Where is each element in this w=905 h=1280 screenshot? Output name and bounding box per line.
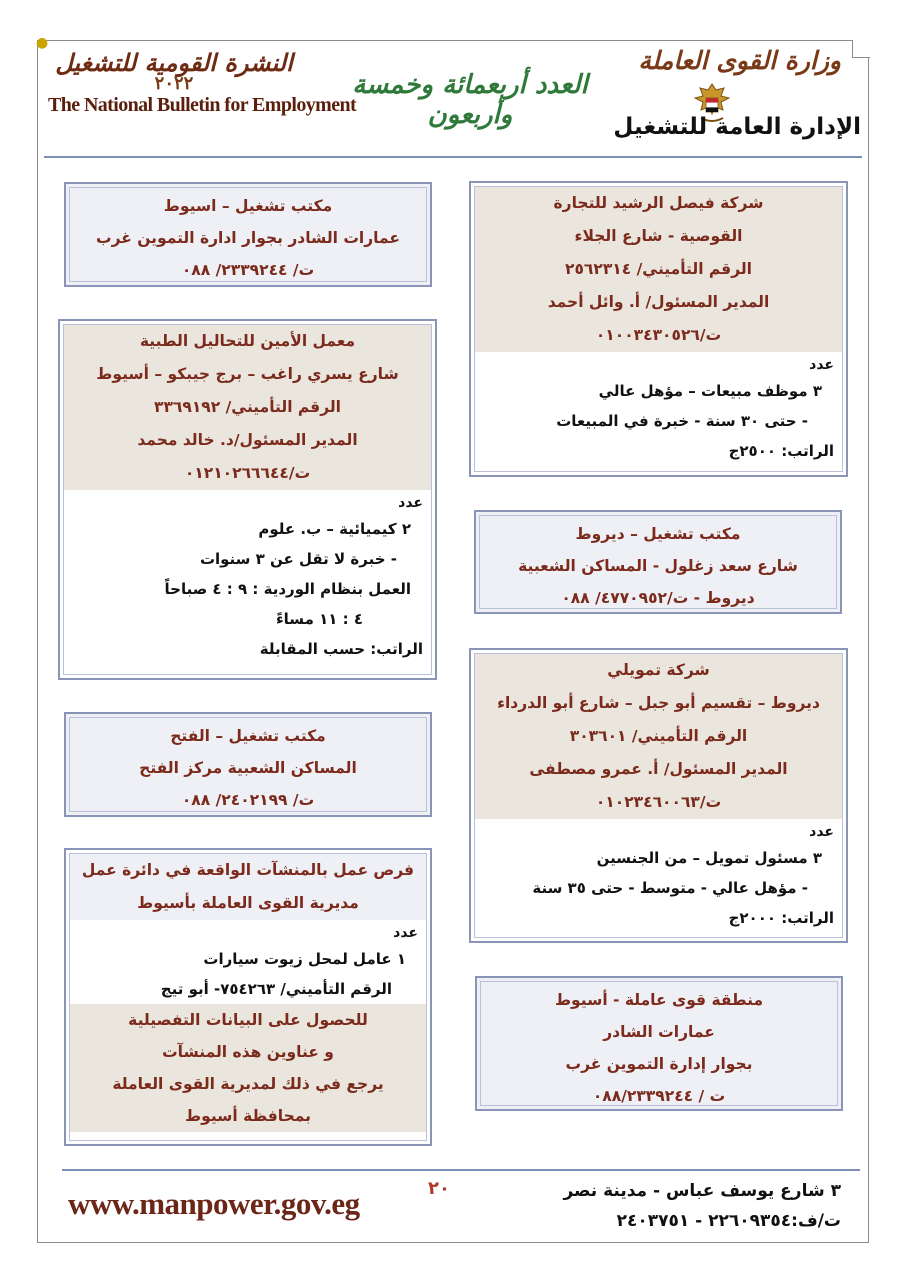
street-address: ٣ شارع يوسف عباس - مدينة نصر <box>563 1181 841 1201</box>
note-line4: بمحافظة أسيوط <box>185 1107 311 1125</box>
listing-tamweely <box>469 648 848 943</box>
company-phone: ت/٠١٢١٠٢٦٦٦٤٤ <box>184 464 311 482</box>
office-phone: ديروط - ت/٤٧٧٠٩٥٢/ ٠٨٨ <box>561 589 755 607</box>
office-address: شارع سعد زغلول - المساكن الشعبية <box>518 557 798 575</box>
office-name: مكتب تشغيل – ديروط <box>575 525 741 543</box>
header-divider <box>44 156 862 158</box>
bulletin-year: ٢٠٢٢ <box>154 73 194 94</box>
website-link[interactable]: www.manpower.gov.eg <box>68 1186 360 1221</box>
listing-dairut-office <box>474 510 842 614</box>
note-line3: يرجع في ذلك لمديرية القوى العاملة <box>112 1075 384 1093</box>
salary: الراتب: حسب المقابلة <box>259 640 423 658</box>
note-line1: للحصول على البيانات التفصيلية <box>128 1011 368 1029</box>
job-details <box>475 352 842 466</box>
count-label: عدد <box>809 824 834 840</box>
count-label: عدد <box>398 495 423 511</box>
salary: الراتب: ٢٥٠٠ج <box>728 442 834 460</box>
manager-name: المدير المسئول/ أ. وائل أحمد <box>547 293 770 311</box>
listing-assiut-office <box>64 182 432 287</box>
footer-divider <box>62 1169 860 1171</box>
insurance-number: الرقم التأميني/ ٧٥٤٢٦٣- أبو تيج <box>160 980 392 998</box>
contact-phones: ت/ف:٢٢٦٠٩٣٥٤ - ٢٤٠٣٧٥١ <box>616 1211 841 1231</box>
insurance-number: الرقم التأميني/ ٢٥٦٢٣١٤ <box>565 260 752 278</box>
insurance-number: الرقم التأميني/ ٣٠٣٦٠١ <box>569 727 748 745</box>
job-title: ٢ كيميائية – ب. علوم <box>258 520 411 538</box>
manager-name: المدير المسئول/د. خالد محمد <box>137 431 358 449</box>
shift-evening: ٤ : ١١ مساءً <box>276 610 363 628</box>
opportunities-title-line2: مديرية القوى العاملة بأسيوط <box>137 894 359 912</box>
listing-opportunities <box>64 848 432 1146</box>
company-address: شارع يسري راغب – برج جيبكو – أسيوط <box>96 365 399 383</box>
contact-note <box>70 1004 426 1132</box>
office-name: مكتب تشغيل – اسيوط <box>163 197 333 215</box>
listing-alameen-lab <box>58 319 437 680</box>
issue-title: العدد أربعمائة وخمسة وأربعون <box>352 70 588 130</box>
company-name: معمل الأمين للتحاليل الطبية <box>139 332 356 350</box>
ministry-header <box>611 46 861 152</box>
opportunities-header <box>70 854 426 920</box>
job-title: ٣ موظف مبيعات – مؤهل عالي <box>598 382 822 400</box>
opportunities-title-line1: فرص عمل بالمنشآت الواقعة في دائرة عمل <box>81 861 415 879</box>
company-phone: ت/٠١٠٢٣٤٦٠٠٦٣ <box>595 793 722 811</box>
job-details <box>475 819 842 933</box>
pushpin-icon: ● <box>36 35 49 51</box>
company-header <box>64 325 431 490</box>
job-requirements: - مؤهل عالي - متوسط - حتى ٣٥ سنة <box>532 879 808 897</box>
region-phone: ت / ٠٨٨/٢٣٣٩٢٤٤ <box>592 1087 726 1105</box>
directorate-name: الإدارة العامة للتشغيل <box>613 114 861 140</box>
job-requirements: - حتى ٣٠ سنة - خبرة في المبيعات <box>556 412 808 430</box>
shift-morning: العمل بنظام الوردية : ٩ : ٤ صباحاً <box>164 580 411 598</box>
region-name: منطقة قوى عاملة - أسيوط <box>554 991 764 1009</box>
footer-address <box>563 1176 841 1236</box>
bulletin-masthead <box>48 48 357 148</box>
job-title: ١ عامل لمحل زيوت سيارات <box>203 950 406 968</box>
listing-assiut-region <box>475 976 843 1111</box>
office-name: مكتب تشغيل – الفتح <box>170 727 326 745</box>
office-address: المساكن الشعبية مركز الفتح <box>139 759 357 777</box>
note-line2: و عناوين هذه المنشآت <box>162 1043 334 1061</box>
company-header <box>475 187 842 352</box>
company-header <box>475 654 842 819</box>
job-requirements: - خبرة لا تقل عن ٣ سنوات <box>199 550 397 568</box>
listing-faisal-alrashid <box>469 181 848 477</box>
region-address-line1: عمارات الشادر <box>603 1023 715 1041</box>
insurance-number: الرقم التأميني/ ٣٣٦٩١٩٢ <box>154 398 341 416</box>
job-details <box>64 490 431 664</box>
listing-fath-office <box>64 712 432 817</box>
office-phone: ت/ ٢٤٠٢١٩٩/ ٠٨٨ <box>181 791 315 809</box>
bulletin-title-english: The National Bulletin for Employment <box>48 94 357 116</box>
page-number: ٢٠ <box>428 1178 450 1199</box>
company-phone: ت/٠١٠٠٣٤٣٠٥٢٦ <box>595 326 722 344</box>
company-name: شركة فيصل الرشيد للتجارة <box>553 194 764 212</box>
salary: الراتب: ٢٠٠٠ج <box>728 909 834 927</box>
company-address: القوصية - شارع الجلاء <box>574 227 743 245</box>
office-phone: ت/ ٢٣٣٩٢٤٤/ ٠٨٨ <box>181 261 315 279</box>
manager-name: المدير المسئول/ أ. عمرو مصطفى <box>529 760 788 778</box>
region-address-line2: بجوار إدارة التموين غرب <box>565 1055 753 1073</box>
bulletin-title-arabic: النشرة القومية للتشغيل <box>55 48 293 77</box>
ministry-name: وزارة القوى العاملة <box>638 46 841 75</box>
office-address: عمارات الشادر بجوار ادارة التموين غرب <box>96 229 400 247</box>
job-details <box>70 920 426 1004</box>
company-name: شركة تمويلي <box>607 661 710 679</box>
job-title: ٣ مسئول تمويل – من الجنسين <box>596 849 822 867</box>
company-address: ديروط – تقسيم أبو جبل – شارع أبو الدرداء <box>497 694 820 712</box>
count-label: عدد <box>809 357 834 373</box>
count-label: عدد <box>393 925 418 941</box>
